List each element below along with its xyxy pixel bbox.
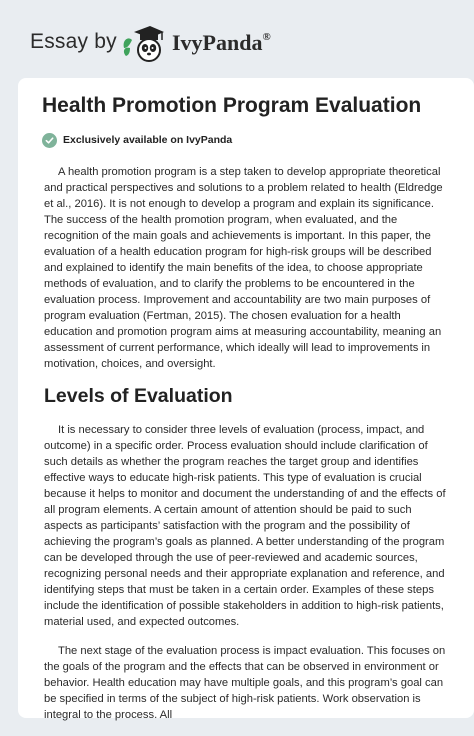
ivypanda-logo-icon[interactable] bbox=[120, 22, 166, 66]
page-title: Health Promotion Program Evaluation bbox=[42, 94, 422, 117]
check-circle-icon bbox=[42, 133, 57, 148]
paragraph: It is necessary to consider three levels of evaluation (process, impact, and outcome) in a specific order. Process evaluation should include clarification of such details as whether the program reaches the target group and identifies effective ways to educate high-risk patients. This type of evaluation is crucial because it helps to monitor and document the understanding of and the effects of all program elements. A certain amount of attention should be paid to such aspects as participants’ satisfaction with the program and the possibility of achieving the program’s goals as planned. A better understanding of the program can be developed through the use of peer-reviewed and academic sources, recognizing personal needs and their appropriate explanation and reference, and identifying steps that must be taken in a certain order. Examples of these steps include the identification of possible stakeholders in addition to high-risk patients, material used, and expected outcomes. bbox=[44, 424, 446, 628]
site-header bbox=[0, 0, 474, 78]
paragraph: The next stage of the evaluation process is impact evaluation. This focuses on the goals of the program and the effects that can be observed in environment or behavior. Health education may have multiple goals, and this program’s goal can be specified in terms of the subject of high-risk patients. Work observation is integral to the process. All bbox=[44, 645, 446, 721]
section-heading: Levels of Evaluation bbox=[44, 385, 233, 407]
paragraph: A health promotion program is a step taken to develop appropriate theoretical and practical perspectives and solutions to a problem related to health (Eldredge et al., 2016). It is not enough to develop a program and explain its significance. The success of the health promotion program, when evaluated, and the recognition of the main goals and achievements is important. In this paper, the evaluation of a health education program for high-risk groups will be described and explained to identify the main benefits of the idea, to choose appropriate methods of evaluation, and to clarify the problems to be encountered in the evaluation process. Improvement and accountability are two main purposes of program evaluation (Fertman, 2015). The chosen evaluation for a health education and promotion program aims at measuring accountability, meaning an assessment of current performance, which ideally will lead to improvements in motivation, choices, and oversight. bbox=[44, 166, 443, 370]
essay-by-label: Essay by bbox=[30, 30, 117, 53]
article-body bbox=[44, 164, 452, 736]
brand-name[interactable]: IvyPanda® bbox=[172, 30, 271, 55]
essay-card bbox=[18, 78, 474, 721]
availability-badge bbox=[42, 132, 232, 148]
availability-text: Exclusively available on IvyPanda bbox=[63, 134, 233, 146]
